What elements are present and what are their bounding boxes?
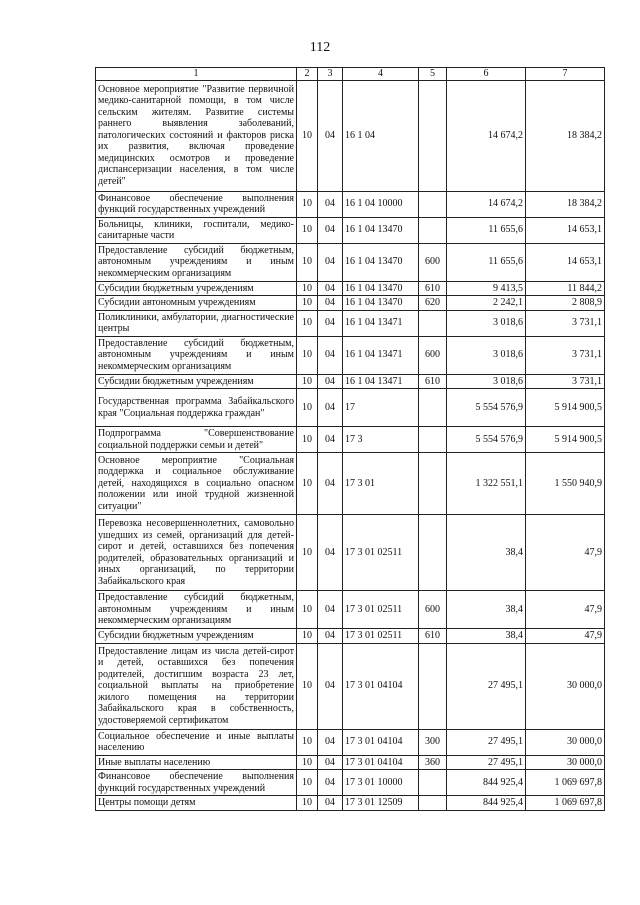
- row-subsection: 04: [318, 374, 343, 389]
- row-expense-type: [419, 427, 447, 453]
- row-subsection: 04: [318, 296, 343, 311]
- row-target-article: 17 3 01 10000: [343, 770, 419, 796]
- row-section: 10: [297, 629, 318, 644]
- row-subsection: 04: [318, 515, 343, 591]
- row-section: 10: [297, 643, 318, 729]
- table-row: [96, 729, 605, 755]
- row-section: 10: [297, 281, 318, 296]
- page-number: 112: [309, 40, 331, 55]
- row-expense-type: 300: [419, 729, 447, 755]
- row-target-article: 17 3 01 12509: [343, 796, 419, 811]
- row-amount-year-1: 38,4: [447, 629, 526, 644]
- row-expense-type: [419, 770, 447, 796]
- row-name: Субсидии бюджетным учреждениям: [96, 374, 297, 389]
- row-subsection: 04: [318, 629, 343, 644]
- row-target-article: 16 1 04 13471: [343, 310, 419, 336]
- row-amount-year-1: 2 242,1: [447, 296, 526, 311]
- row-subsection: 04: [318, 453, 343, 515]
- row-section: 10: [297, 796, 318, 811]
- row-expense-type: 600: [419, 591, 447, 629]
- row-target-article: 16 1 04: [343, 80, 419, 191]
- row-name: Подпрограмма "Совершенствование социальной поддержки семьи и детей": [96, 427, 297, 453]
- row-name: Финансовое обеспечение выполнения функций государственных учреждений: [96, 191, 297, 217]
- row-amount-year-2: 11 844,2: [526, 281, 605, 296]
- row-name: Субсидии бюджетным учреждениям: [96, 281, 297, 296]
- row-target-article: 17 3 01 02511: [343, 629, 419, 644]
- table-row: [96, 281, 605, 296]
- row-section: 10: [297, 427, 318, 453]
- row-name: Социальное обеспечение и иные выплаты населению: [96, 729, 297, 755]
- row-amount-year-1: 3 018,6: [447, 374, 526, 389]
- row-amount-year-2: 47,9: [526, 629, 605, 644]
- row-target-article: 16 1 04 13470: [343, 296, 419, 311]
- row-amount-year-1: 1 322 551,1: [447, 453, 526, 515]
- table-row: [96, 453, 605, 515]
- table-row: [96, 755, 605, 770]
- row-subsection: 04: [318, 796, 343, 811]
- row-subsection: 04: [318, 336, 343, 374]
- row-target-article: 16 1 04 13470: [343, 243, 419, 281]
- row-expense-type: [419, 453, 447, 515]
- row-expense-type: [419, 643, 447, 729]
- row-expense-type: 610: [419, 281, 447, 296]
- row-amount-year-2: 1 069 697,8: [526, 796, 605, 811]
- row-section: 10: [297, 217, 318, 243]
- table-row: [96, 770, 605, 796]
- row-amount-year-1: 3 018,6: [447, 336, 526, 374]
- row-section: 10: [297, 243, 318, 281]
- row-section: 10: [297, 515, 318, 591]
- row-subsection: 04: [318, 310, 343, 336]
- row-amount-year-1: 11 655,6: [447, 217, 526, 243]
- row-name: Центры помощи детям: [96, 796, 297, 811]
- row-subsection: 04: [318, 80, 343, 191]
- row-expense-type: 600: [419, 243, 447, 281]
- row-section: 10: [297, 296, 318, 311]
- row-section: 10: [297, 336, 318, 374]
- row-target-article: 17 3 01 02511: [343, 515, 419, 591]
- row-target-article: 17 3 01 04104: [343, 755, 419, 770]
- row-name: Финансовое обеспечение выполнения функций государственных учреждений: [96, 770, 297, 796]
- header-row: [96, 68, 605, 81]
- row-section: 10: [297, 191, 318, 217]
- table-row: [96, 515, 605, 591]
- row-target-article: 16 1 04 13471: [343, 374, 419, 389]
- row-expense-type: 610: [419, 374, 447, 389]
- row-amount-year-1: 5 554 576,9: [447, 389, 526, 427]
- row-section: 10: [297, 453, 318, 515]
- row-amount-year-2: 3 731,1: [526, 310, 605, 336]
- row-subsection: 04: [318, 217, 343, 243]
- table-row: [96, 643, 605, 729]
- row-amount-year-1: 27 495,1: [447, 643, 526, 729]
- row-amount-year-2: 47,9: [526, 515, 605, 591]
- row-amount-year-1: 11 655,6: [447, 243, 526, 281]
- row-subsection: 04: [318, 281, 343, 296]
- header-col-5: 5: [419, 68, 447, 81]
- row-expense-type: [419, 515, 447, 591]
- row-amount-year-2: 47,9: [526, 591, 605, 629]
- row-expense-type: [419, 217, 447, 243]
- row-subsection: 04: [318, 770, 343, 796]
- row-amount-year-1: 14 674,2: [447, 191, 526, 217]
- row-target-article: 17: [343, 389, 419, 427]
- row-amount-year-2: 1 069 697,8: [526, 770, 605, 796]
- row-section: 10: [297, 80, 318, 191]
- header-col-1: 1: [96, 68, 297, 81]
- row-name: Субсидии бюджетным учреждениям: [96, 629, 297, 644]
- row-name: Государственная программа Забайкальского края "Социальная поддержка граждан": [96, 389, 297, 427]
- row-amount-year-1: 38,4: [447, 515, 526, 591]
- row-expense-type: 610: [419, 629, 447, 644]
- row-target-article: 16 1 04 13470: [343, 217, 419, 243]
- header-col-6: 6: [447, 68, 526, 81]
- row-name: Иные выплаты населению: [96, 755, 297, 770]
- header-col-7: 7: [526, 68, 605, 81]
- row-target-article: 17 3: [343, 427, 419, 453]
- header-col-2: 2: [297, 68, 318, 81]
- row-expense-type: 360: [419, 755, 447, 770]
- row-subsection: 04: [318, 389, 343, 427]
- row-amount-year-1: 27 495,1: [447, 755, 526, 770]
- row-name: Предоставление субсидий бюджетным, автономным учреждениям и иным некоммерческим организациям: [96, 336, 297, 374]
- row-name: Субсидии автономным учреждениям: [96, 296, 297, 311]
- row-section: 10: [297, 729, 318, 755]
- row-expense-type: 600: [419, 336, 447, 374]
- row-name: Основное мероприятие "Развитие первичной медико-санитарной помощи, в том числе сельским жителям. Развитие системы раннего выявления заболеваний, патологических состояний и факторов риска их развития, включая проведение медицинских осмотров и проведение диспансеризации населения, в том числе детей": [96, 80, 297, 191]
- row-amount-year-1: 38,4: [447, 591, 526, 629]
- header-col-4: 4: [343, 68, 419, 81]
- row-name: Предоставление лицам из числа детей-сирот и детей, оставшихся без попечения родителей, достигшим возраста 23 лет, социальной выплаты на приобретение жилого помещения на территории Забайкальского края в собственность, удостоверяемой сертификатом: [96, 643, 297, 729]
- row-amount-year-2: 3 731,1: [526, 374, 605, 389]
- row-expense-type: [419, 80, 447, 191]
- row-amount-year-2: 30 000,0: [526, 729, 605, 755]
- row-section: 10: [297, 374, 318, 389]
- row-amount-year-2: 30 000,0: [526, 643, 605, 729]
- row-amount-year-2: 18 384,2: [526, 191, 605, 217]
- table-row: [96, 80, 605, 191]
- table-row: [96, 243, 605, 281]
- row-amount-year-2: 18 384,2: [526, 80, 605, 191]
- row-amount-year-2: 14 653,1: [526, 243, 605, 281]
- row-target-article: 16 1 04 13470: [343, 281, 419, 296]
- row-subsection: 04: [318, 755, 343, 770]
- row-section: 10: [297, 591, 318, 629]
- row-subsection: 04: [318, 191, 343, 217]
- table-row: [96, 191, 605, 217]
- row-name: Предоставление субсидий бюджетным, автономным учреждениям и иным некоммерческим организациям: [96, 243, 297, 281]
- row-amount-year-1: 14 674,2: [447, 80, 526, 191]
- row-section: 10: [297, 310, 318, 336]
- row-amount-year-1: 27 495,1: [447, 729, 526, 755]
- row-name: Поликлиники, амбулатории, диагностические центры: [96, 310, 297, 336]
- table-row: [96, 629, 605, 644]
- table-row: [96, 296, 605, 311]
- row-expense-type: [419, 191, 447, 217]
- row-target-article: 17 3 01: [343, 453, 419, 515]
- row-expense-type: [419, 796, 447, 811]
- row-amount-year-1: 844 925,4: [447, 796, 526, 811]
- table-row: [96, 217, 605, 243]
- row-amount-year-1: 844 925,4: [447, 770, 526, 796]
- row-name: Предоставление субсидий бюджетным, автономным учреждениям и иным некоммерческим организациям: [96, 591, 297, 629]
- row-subsection: 04: [318, 427, 343, 453]
- row-expense-type: [419, 389, 447, 427]
- row-section: 10: [297, 770, 318, 796]
- row-amount-year-2: 1 550 940,9: [526, 453, 605, 515]
- table-row: [96, 591, 605, 629]
- row-name: Перевозка несовершеннолетних, самовольно ушедших из семей, организаций для детей-сирот и детей, оставшихся без попечения родителей, образовательных организаций и иных организаций, по территории Забайкальского края: [96, 515, 297, 591]
- row-name: Основное мероприятие "Социальная поддержка и социальное обслуживание детей, находящихся в социально опасном положении или иной трудной жизненной ситуации": [96, 453, 297, 515]
- row-amount-year-1: 9 413,5: [447, 281, 526, 296]
- header-col-3: 3: [318, 68, 343, 81]
- row-expense-type: [419, 310, 447, 336]
- row-amount-year-2: 3 731,1: [526, 336, 605, 374]
- table-row: [96, 427, 605, 453]
- budget-table: [95, 67, 605, 811]
- table-row: [96, 336, 605, 374]
- row-subsection: 04: [318, 243, 343, 281]
- row-target-article: 16 1 04 10000: [343, 191, 419, 217]
- table-row: [96, 310, 605, 336]
- row-name: Больницы, клиники, госпитали, медико-санитарные части: [96, 217, 297, 243]
- table-row: [96, 796, 605, 811]
- row-subsection: 04: [318, 591, 343, 629]
- row-target-article: 17 3 01 04104: [343, 643, 419, 729]
- row-target-article: 17 3 01 04104: [343, 729, 419, 755]
- row-section: 10: [297, 389, 318, 427]
- row-target-article: 16 1 04 13471: [343, 336, 419, 374]
- row-subsection: 04: [318, 729, 343, 755]
- row-amount-year-1: 5 554 576,9: [447, 427, 526, 453]
- row-amount-year-2: 5 914 900,5: [526, 427, 605, 453]
- row-amount-year-2: 5 914 900,5: [526, 389, 605, 427]
- table-row: [96, 389, 605, 427]
- row-amount-year-2: 30 000,0: [526, 755, 605, 770]
- row-subsection: 04: [318, 643, 343, 729]
- table-row: [96, 374, 605, 389]
- row-amount-year-2: 2 808,9: [526, 296, 605, 311]
- row-section: 10: [297, 755, 318, 770]
- row-amount-year-1: 3 018,6: [447, 310, 526, 336]
- row-target-article: 17 3 01 02511: [343, 591, 419, 629]
- row-expense-type: 620: [419, 296, 447, 311]
- row-amount-year-2: 14 653,1: [526, 217, 605, 243]
